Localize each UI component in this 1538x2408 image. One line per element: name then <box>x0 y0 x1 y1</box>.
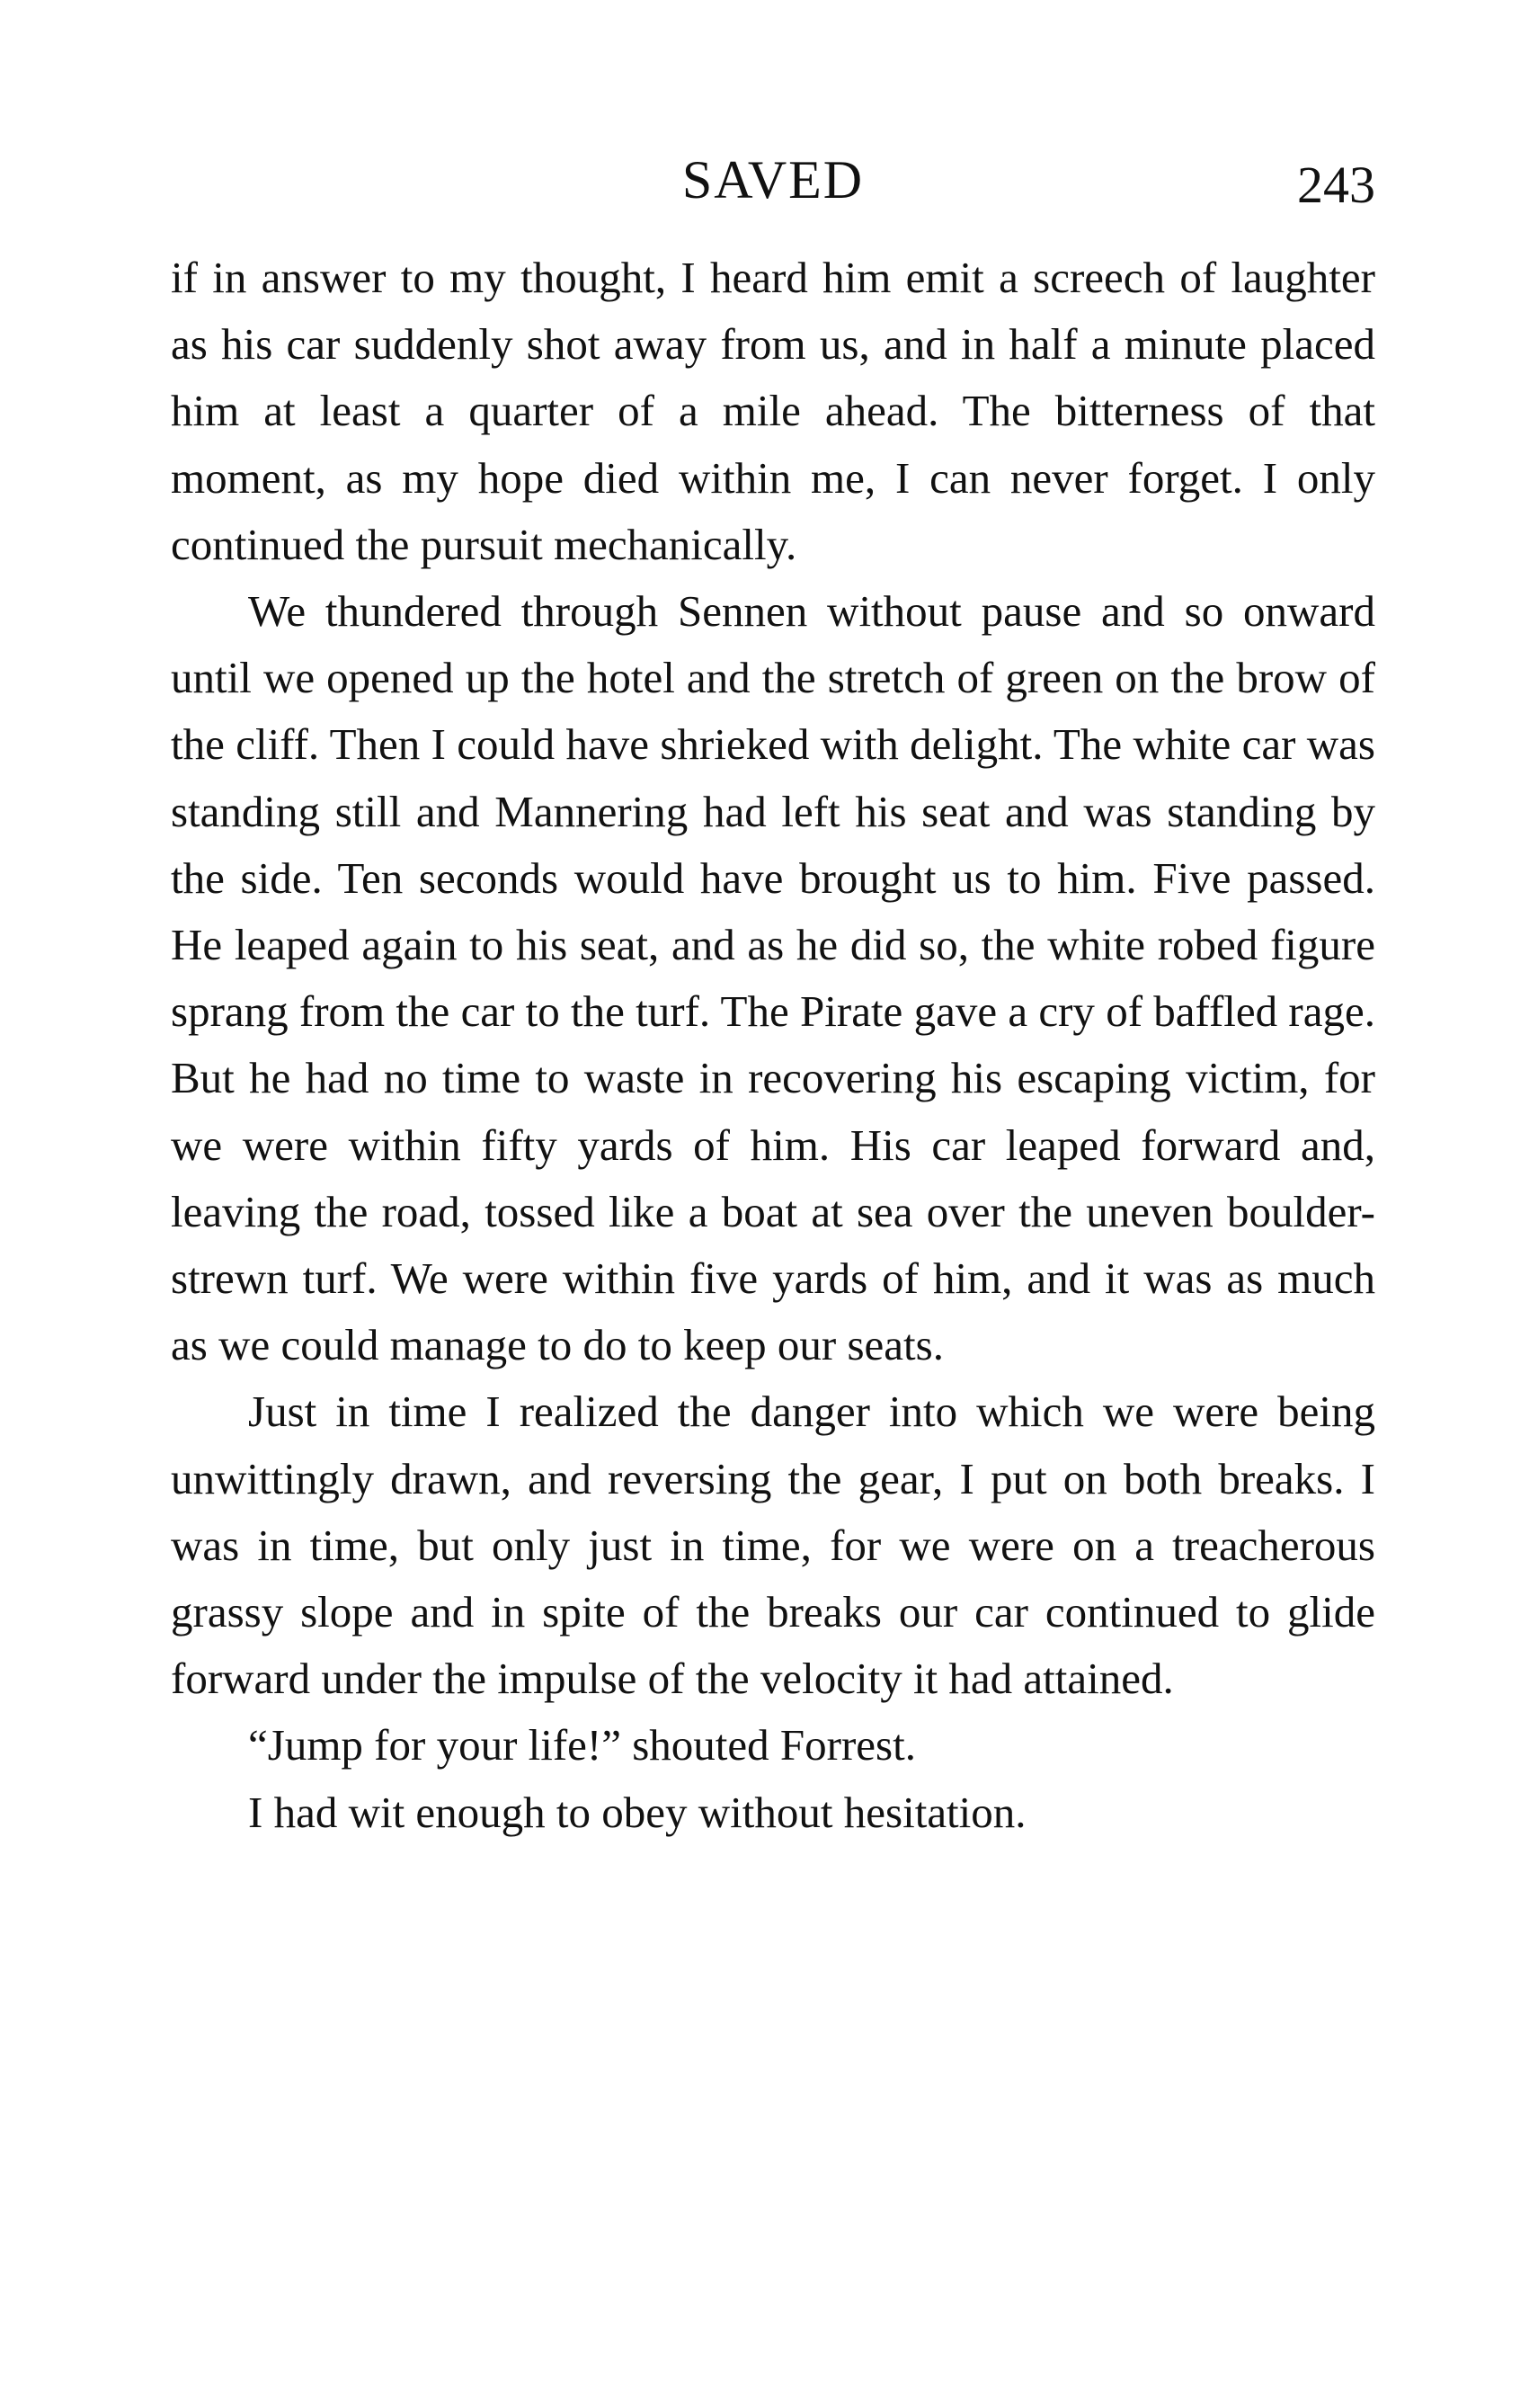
paragraph: I had wit enough to obey without hesitation. <box>248 1787 1027 1837</box>
running-head <box>171 144 1375 216</box>
chapter-title: SAVED <box>681 150 865 210</box>
paragraph: “Jump for your life!” shouted Forrest. <box>248 1720 916 1770</box>
body-text <box>171 245 1375 1846</box>
page-number: 243 <box>1297 156 1375 214</box>
paragraph: Just in time I realized the danger into which we were being unwittingly drawn, and reversing the gear, I put on both breaks. I was in time, but only just in time, for we were on a treacherous grassy slope and in spite of the breaks our car continued to glide forward under the impulse of the velocity it had attained. <box>171 1387 1375 1704</box>
paragraph: We thundered through Sennen without pause and so onward until we opened up the hotel and the stretch of green on the brow of the cliff. Then I could have shrieked with delight. The white car was standing still and Mannering had left his seat and was standing by the side. Ten seconds would have brought us to him. Five passed. He leaped again to his seat, and as he did so, the white robed figure sprang from the car to the turf. The Pirate gave a cry of baffled rage. But he had no time to waste in recovering his escaping victim, for we were within fifty yards of him. His car leaped forward and, leaving the road, tossed like a boat at sea over the uneven boulder-strewn turf. We were within five yards of him, and it was as much as we could manage to do to keep our seats. <box>171 586 1375 1370</box>
paragraph: if in answer to my thought, I heard him emit a screech of laughter as his car suddenly shot away from us, and in half a minute placed him at least a quarter of a mile ahead. The bitterness of that moment, as my hope died within me, I can never forget. I only continued the pursuit mechanically. <box>171 253 1375 569</box>
